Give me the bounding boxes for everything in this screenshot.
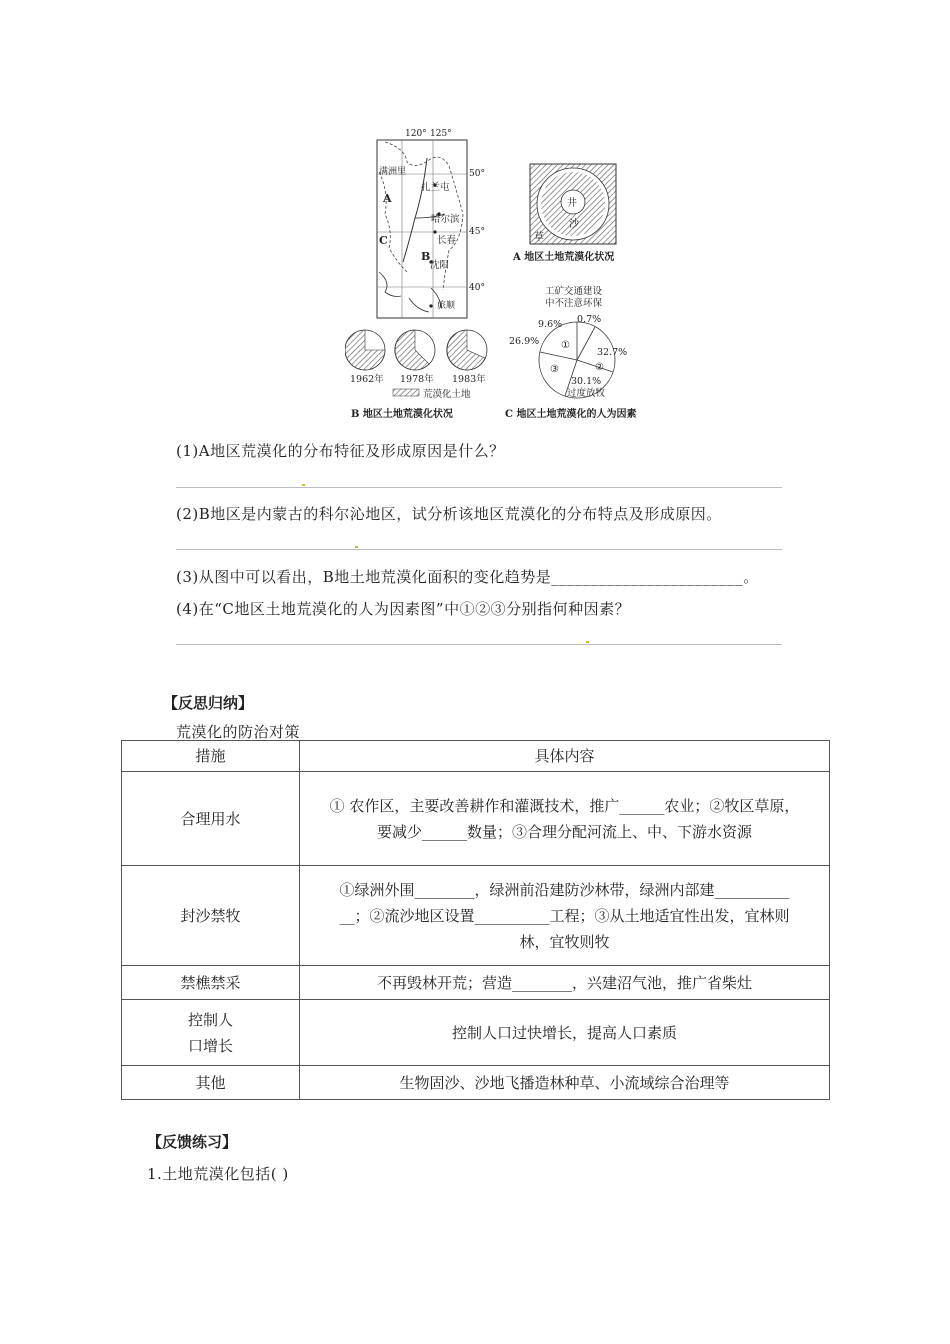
place-label: 扎兰屯	[421, 182, 450, 193]
place-label: 旅顺	[437, 301, 456, 311]
b-panel-caption: B 地区土地荒漠化状况	[351, 409, 453, 420]
a-label: 草	[534, 232, 544, 243]
answer-line[interactable]	[176, 644, 782, 645]
question-2: (2)B地区是内蒙古的科尔沁地区，试分析该地区荒漠化的分布特点及形成原因。	[176, 505, 722, 523]
slice-marker: ①	[561, 340, 570, 351]
year-label: 1978年	[400, 374, 434, 385]
measure-cell	[122, 1000, 300, 1066]
content-cell	[300, 772, 830, 866]
header-content: 具体内容	[300, 741, 830, 772]
content-cell	[300, 1000, 830, 1066]
content-line: 林，宜牧则牧	[519, 932, 610, 951]
table-row	[122, 866, 830, 966]
lat-label: 50°	[469, 169, 485, 179]
mark-dot	[302, 484, 305, 486]
slice-value: 32.7%	[597, 347, 628, 358]
overgrazing-label: 过度放牧	[567, 388, 606, 399]
content-cell	[300, 866, 830, 966]
prevention-table	[121, 740, 830, 1100]
figure-svg	[345, 122, 665, 427]
measure-cell: 合理用水	[122, 772, 300, 866]
c-region-panel	[505, 285, 636, 420]
place-label: 满洲里	[379, 167, 407, 177]
region-label: C	[379, 234, 388, 247]
reflection-heading: 【反思归纳】	[163, 694, 254, 712]
slice-value: 9.6%	[538, 319, 563, 330]
mark-dot	[586, 641, 589, 643]
year-label: 1983年	[452, 374, 486, 385]
c-header: 工矿交通建设	[545, 286, 603, 297]
question-1: (1)A地区荒漠化的分布特征及形成原因是什么？	[176, 442, 505, 460]
b-legend: 荒漠化土地	[423, 389, 471, 400]
slice-value: 30.1%	[571, 376, 602, 387]
question-3	[176, 566, 759, 587]
measure-cell: 其他	[122, 1066, 300, 1100]
table-row	[122, 772, 830, 866]
lat-label: 45°	[469, 227, 485, 237]
measure-line: 控制人	[187, 1010, 233, 1029]
header-measure: 措施	[122, 741, 300, 772]
region-label: A	[383, 192, 392, 205]
measure-cell: 封沙禁牧	[122, 866, 300, 966]
place-label: 哈尔滨	[431, 214, 460, 225]
table-row	[122, 966, 830, 1000]
question-3-blank[interactable]: ________________________	[551, 568, 744, 586]
content-line: ① 农作区，主要改善耕作和灌溉技术，推广______农业；②牧区草原，	[329, 796, 800, 815]
c-panel-caption: C 地区土地荒漠化的人为因素	[505, 409, 637, 420]
table-header-row	[122, 741, 830, 772]
place-label: 沈阳	[430, 260, 450, 271]
place-label: 长春	[437, 235, 457, 246]
mark-dot	[355, 546, 358, 548]
a-label: 沙	[569, 219, 579, 230]
a-region-panel	[512, 164, 616, 263]
lon-label: 125°	[430, 129, 452, 139]
a-label: 井	[567, 198, 577, 209]
year-label: 1962年	[350, 374, 384, 385]
content-line: 控制人口过快增长，提高人口素质	[451, 1023, 677, 1042]
northeast-china-map	[377, 129, 485, 318]
content-cell	[300, 1066, 830, 1100]
answer-line[interactable]	[176, 549, 782, 550]
content-line: ①绿洲外围________，绿洲前沿建防沙林带，绿洲内部建__________	[339, 880, 790, 899]
desertification-figure	[345, 122, 665, 427]
table-row	[122, 1000, 830, 1066]
table-row	[122, 1066, 830, 1100]
slice-marker: ③	[550, 364, 559, 375]
reflection-subtitle: 荒漠化的防治对策	[176, 723, 301, 741]
question-3-text: (3)从图中可以看出，B地土地荒漠化面积的变化趋势是	[176, 568, 552, 586]
content-line: 要减少______数量；③合理分配河流上、中、下游水资源	[376, 822, 752, 841]
practice-question-1: 1.土地荒漠化包括( )	[147, 1165, 289, 1183]
slice-marker: ②	[595, 362, 604, 373]
slice-value: 26.9%	[509, 336, 540, 347]
lat-label: 40°	[469, 283, 485, 293]
slice-value: 0.7%	[577, 314, 602, 325]
content-cell	[300, 966, 830, 1000]
content-line: 不再毁林开荒；营造________，兴建沼气池，推广省柴灶	[376, 973, 752, 992]
question-4: (4)在“C地区土地荒漠化的人为因素图”中①②③分别指何种因素？	[176, 600, 631, 618]
lon-label: 120°	[405, 129, 427, 139]
content-line: 生物固沙、沙地飞播造林种草、小流域综合治理等	[399, 1073, 730, 1092]
measure-cell: 禁樵禁采	[122, 966, 300, 1000]
b-region-panel	[345, 330, 487, 420]
measure-line: 口增长	[187, 1036, 233, 1055]
a-panel-caption: A 地区土地荒漠化状况	[513, 252, 615, 263]
answer-line[interactable]	[176, 487, 782, 488]
region-label: B	[421, 250, 431, 263]
content-line: __；②流沙地区设置__________工程；③从土地适宜性出发，宜林则	[339, 906, 790, 925]
c-header: 中不注意环保	[545, 298, 603, 309]
question-3-end: 。	[743, 568, 759, 586]
practice-heading: 【反馈练习】	[147, 1133, 238, 1151]
